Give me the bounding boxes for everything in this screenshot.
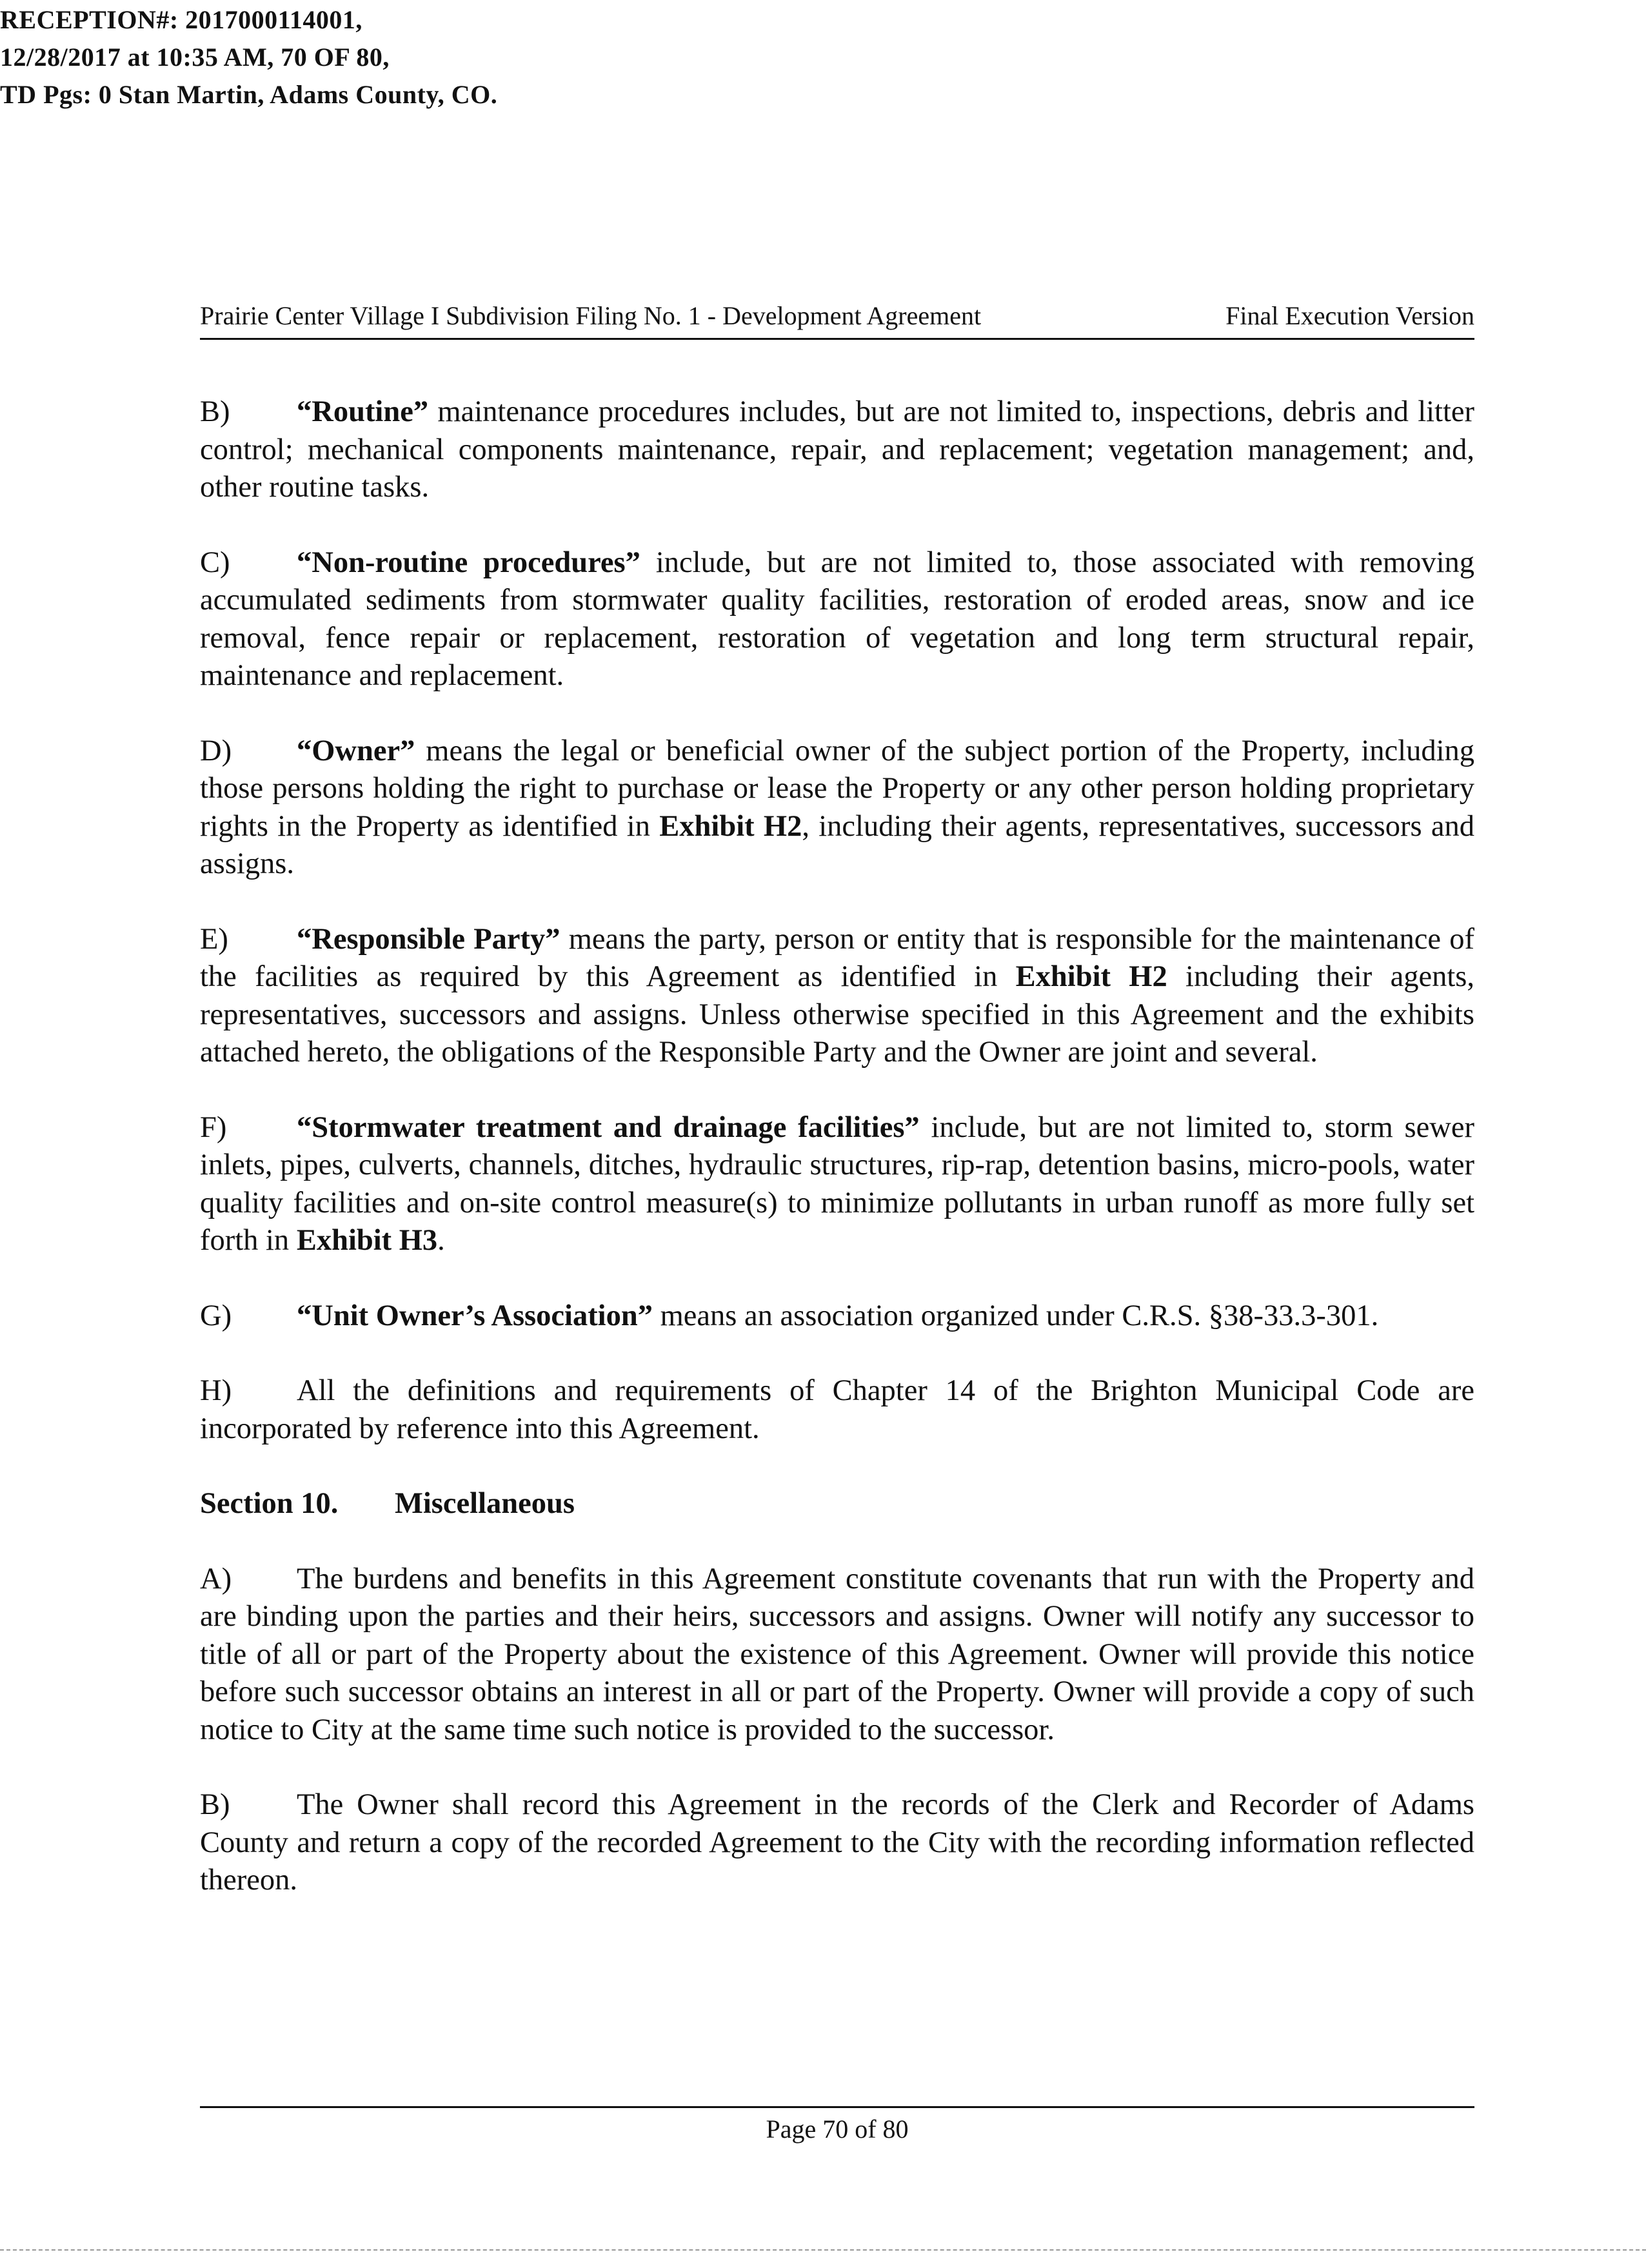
paragraph-text: maintenance procedures includes, but are not limited to, inspections, debris and litter control; mechanical components maintenance, repair, and replacement; vegetation management; and, other routine tasks. [200, 395, 1474, 504]
defined-term: “Non-routine procedures” [297, 546, 640, 579]
page-number: Page 70 of 80 [766, 2115, 909, 2144]
header-document-title: Prairie Center Village I Subdivision Filing No. 1 - Development Agreement [200, 301, 982, 330]
document-body [200, 393, 1474, 1937]
paragraph-label: D) [200, 734, 232, 767]
section-paragraph [200, 1561, 1474, 1750]
paragraph-text: including their agents, representatives, successors and assigns. Unless otherwise specified in this Agreement and the exhibits attached hereto, the obligations of the Responsible Party and the Owner are joint and several. [200, 960, 1474, 1069]
paragraph-label: E) [200, 922, 228, 956]
defined-term: “Responsible Party” [297, 922, 560, 956]
running-header [200, 298, 1474, 340]
stamp-reception-line: RECEPTION#: 2017000114001, [0, 5, 362, 34]
header-version: Final Execution Version [1225, 301, 1474, 330]
scan-edge-line [0, 2249, 1646, 2251]
footer-divider [200, 2106, 1474, 2108]
exhibit-reference: Exhibit H2 [659, 809, 802, 843]
paragraph-label: B) [200, 1788, 230, 1821]
section-paragraph [200, 1786, 1474, 1900]
defined-term: “Routine” [297, 395, 429, 428]
stamp-date-line: 12/28/2017 at 10:35 AM, 70 OF 80, [0, 43, 390, 72]
paragraph-text: . [437, 1224, 445, 1257]
definition-paragraph [200, 544, 1474, 695]
paragraph-text: All the definitions and requirements of Chapter 14 of the Brighton Municipal Code are incorporated by reference into this Agreement. [200, 1374, 1474, 1445]
paragraph-text: means the party, person or entity that is responsible for the maintenance of the facilities as required by this Agreement as identified in [200, 922, 1475, 993]
paragraph-label: C) [200, 546, 230, 579]
exhibit-reference: Exhibit H3 [296, 1224, 438, 1257]
paragraph-text: , including their agents, representatives, successors and assigns. [200, 809, 1474, 880]
paragraph-text: means an association organized under C.R.S. §38-33.3-301. [652, 1299, 1379, 1332]
definition-paragraph [200, 393, 1474, 507]
stamp-county-line: TD Pgs: 0 Stan Martin, Adams County, CO. [0, 80, 498, 109]
definition-paragraph [200, 921, 1474, 1072]
defined-term: “Unit Owner’s Association” [297, 1299, 653, 1332]
paragraph-label: F) [200, 1110, 227, 1144]
paragraph-text: include, but are not limited to, those associated with removing accumulated sediments from stormwater quality facilities, restoration of eroded areas, snow and ice removal, fence repair or replacement, restoration of vegetation and long term structural repair, maintenance and replacement. [200, 546, 1474, 692]
defined-term: “Owner” [297, 734, 415, 767]
paragraph-label: B) [200, 395, 230, 428]
recording-stamp [0, 1, 497, 113]
section-heading [200, 1485, 1474, 1523]
paragraph-text: means the legal or beneficial owner of the subject portion of the Property, including those persons holding the right to purchase or lease the Property or any other person holding proprietary rights in the Property as identified in [200, 734, 1474, 843]
paragraph-text: include, but are not limited to, storm sewer inlets, pipes, culverts, channels, ditches, hydraulic structures, rip-rap, detention basins, micro-pools, water quality facilities and on-site control measure(s) to minimize pollutants in urban runoff as more fully set forth in [200, 1110, 1475, 1257]
section-title: Miscellaneous [395, 1487, 575, 1520]
section-number: Section 10. [200, 1487, 339, 1520]
paragraph-label: G) [200, 1299, 232, 1332]
exhibit-reference: Exhibit H2 [1015, 960, 1167, 993]
definition-paragraph [200, 1109, 1474, 1260]
paragraph-label: H) [200, 1374, 232, 1407]
paragraph-text: The burdens and benefits in this Agreement constitute covenants that run with the Property and are binding upon the parties and their heirs, successors and assigns. Owner will notify any successor to title of all or part of the Property about the existence of this Agreement. Owner will provide this notice before such successor obtains an interest in all or part of the Property. Owner will provide a copy of such notice to City at the same time such notice is provided to the successor. [200, 1562, 1474, 1746]
definition-paragraph [200, 1297, 1474, 1336]
paragraph-text: The Owner shall record this Agreement in the records of the Clerk and Recorder of Adams County and return a copy of the recorded Agreement to the City with the recording information reflected thereon. [200, 1788, 1474, 1897]
defined-term: “Stormwater treatment and drainage facilities” [297, 1110, 920, 1144]
paragraph-label: A) [200, 1562, 232, 1595]
definition-paragraph [200, 733, 1474, 883]
definition-paragraph [200, 1372, 1474, 1448]
